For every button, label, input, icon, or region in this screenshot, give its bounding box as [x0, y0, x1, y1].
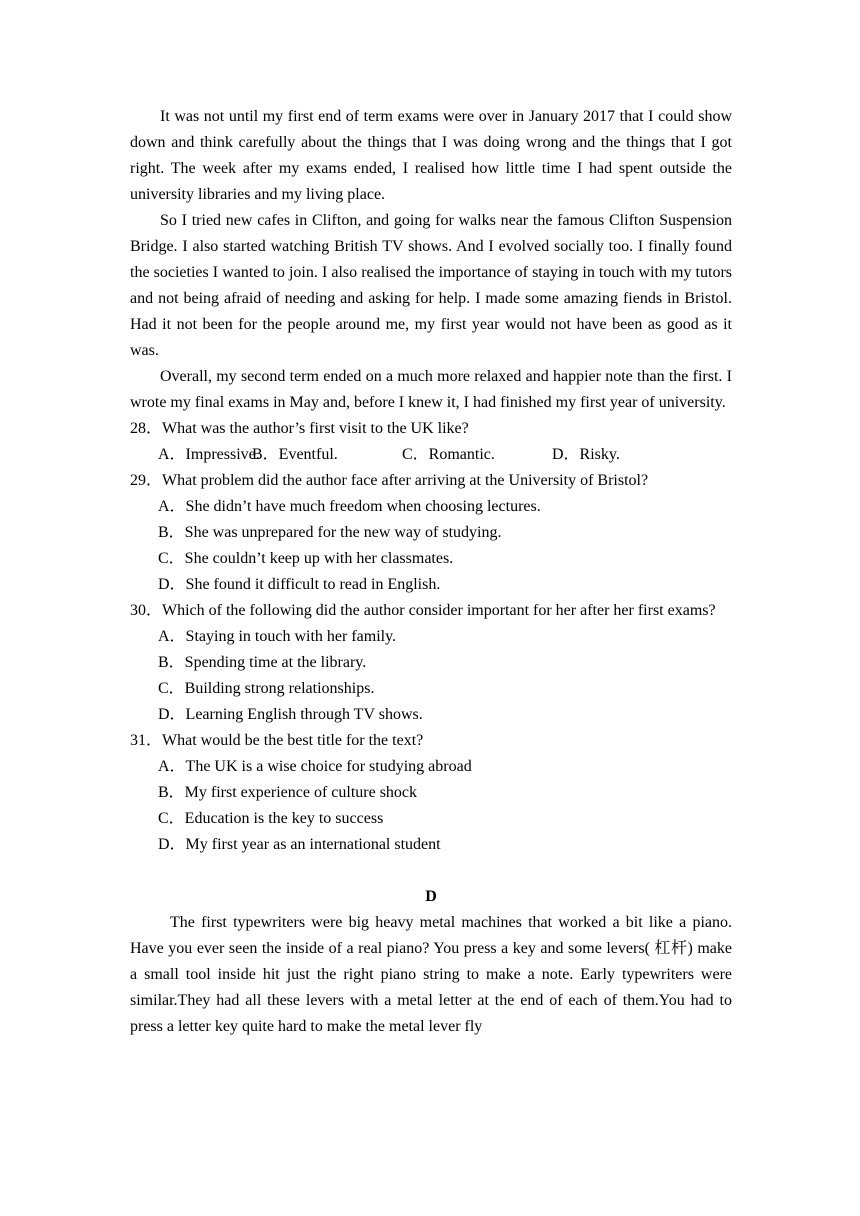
option-d: D．My first year as an international student: [158, 836, 441, 853]
passage-paragraph: So I tried new cafes in Clifton, and going for walks near the famous Clifton Suspension Bridge. I also started watching British TV shows. And I evolved socially too. I finally found the societies I wanted to join. I also realised the importance of staying in touch with my tutors and not being afraid of needing and asking for help. I made some amazing fiends in Bristol. Had it not been for the people around me, my first year would not have been as good as it was.: [130, 212, 732, 359]
option-a: A．She didn’t have much freedom when choosing lectures.: [158, 498, 541, 515]
question-stem: 28．What was the author’s first visit to the UK like?: [130, 420, 469, 437]
option-d: D．Risky.: [552, 446, 620, 463]
option-b: B．Eventful.: [252, 446, 338, 463]
options-row: [130, 442, 732, 468]
question-stem: 30．Which of the following did the author consider important for her after her first exams?: [130, 602, 716, 619]
question-29: [130, 468, 732, 598]
question-28: [130, 416, 732, 468]
option-b: B．Spending time at the library.: [158, 654, 367, 671]
question-30: [130, 598, 732, 728]
section-d-paragraph: The first typewriters were big heavy metal machines that worked a bit like a piano. Have you ever seen the inside of a real piano? You press a key and some levers( 杠杆) make a small tool inside hit just the right piano string to make a note. Early typewriters were similar.They had all these levers with a metal letter at the end of each of them.You had to press a letter key quite hard to make the metal lever fly: [130, 914, 732, 1035]
option-c: C．Romantic.: [402, 446, 495, 463]
option-a: A．Staying in touch with her family.: [158, 628, 397, 645]
option-d: D．Learning English through TV shows.: [158, 706, 423, 723]
option-b: B．My first experience of culture shock: [158, 784, 418, 801]
option-a: A．Impressive.: [158, 446, 260, 463]
question-stem: 29．What problem did the author face after arriving at the University of Bristol?: [130, 472, 649, 489]
passage-paragraph: Overall, my second term ended on a much more relaxed and happier note than the first. I wrote my final exams in May and, before I knew it, I had finished my first year of university.: [130, 368, 732, 411]
document-content: [130, 104, 732, 1040]
option-b: B．She was unprepared for the new way of studying.: [158, 524, 502, 541]
section-gap: [130, 858, 732, 884]
question-stem: 31．What would be the best title for the text?: [130, 732, 424, 749]
option-a: A．The UK is a wise choice for studying abroad: [158, 758, 472, 775]
question-31: [130, 728, 732, 858]
option-c: C．She couldn’t keep up with her classmates.: [158, 550, 454, 567]
option-c: C．Building strong relationships.: [158, 680, 375, 697]
passage-paragraph: It was not until my first end of term exams were over in January 2017 that I could show down and think carefully about the things that I was doing wrong and the things that I got right. The week after my exams ended, I realised how little time I had spent outside the university libraries and my living place.: [130, 108, 732, 203]
section-heading: D: [425, 888, 437, 905]
option-d: D．She found it difficult to read in English.: [158, 576, 441, 593]
option-c: C．Education is the key to success: [158, 810, 384, 827]
